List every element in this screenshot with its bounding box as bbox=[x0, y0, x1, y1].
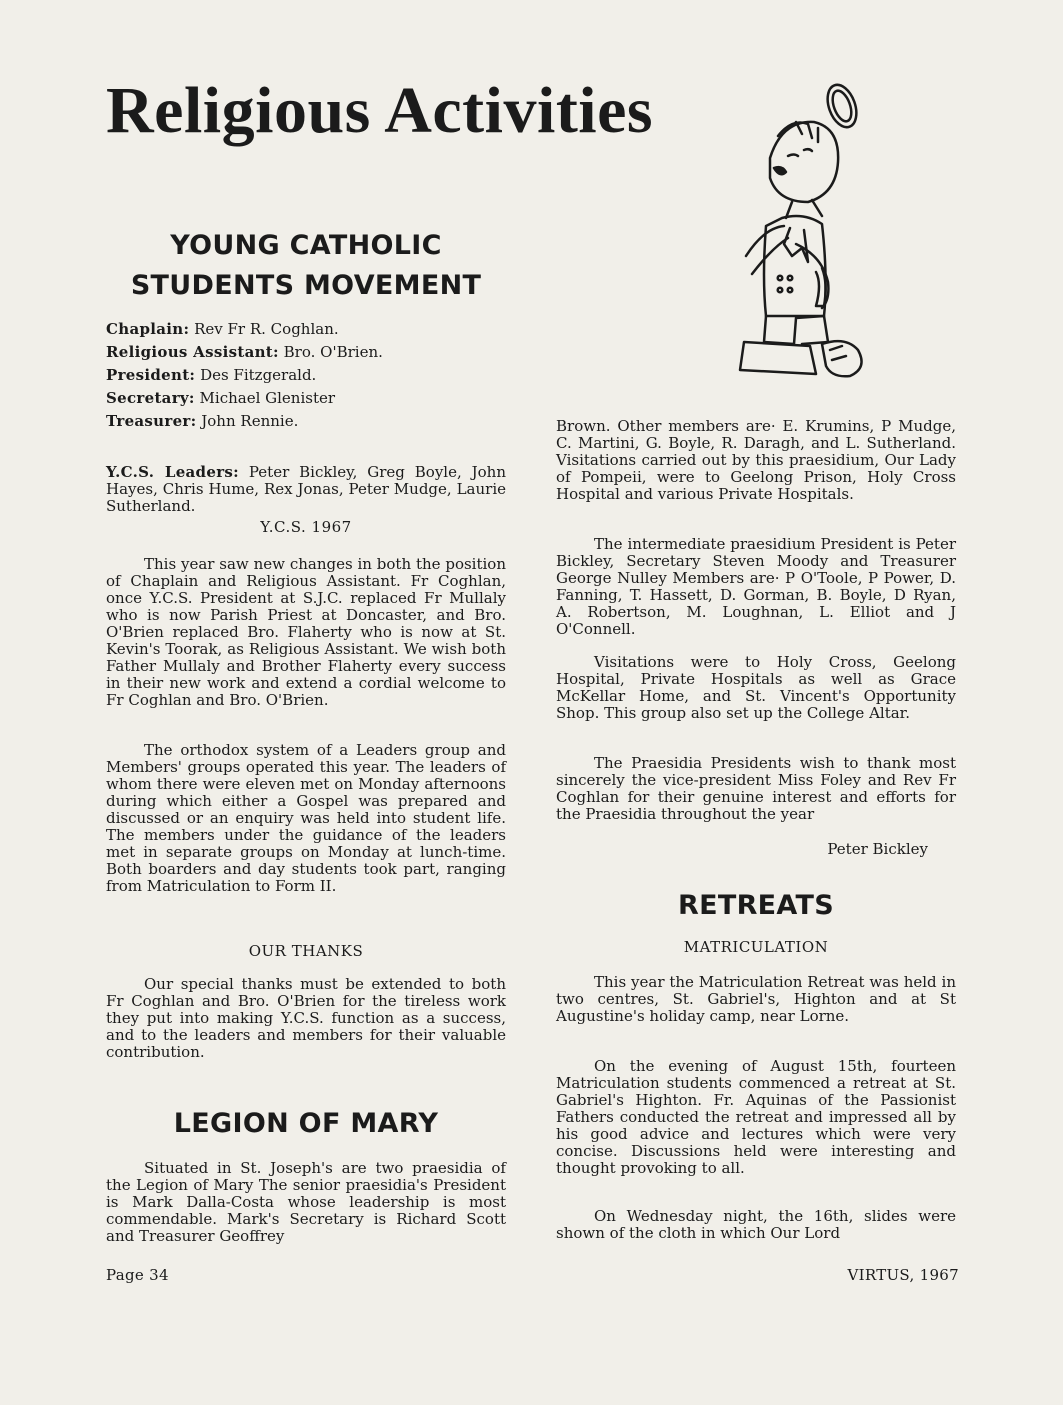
thanks-heading: OUR THANKS bbox=[248, 942, 364, 960]
role-line: Secretary: Michael Glenister bbox=[106, 389, 336, 407]
role-line: Treasurer: John Rennie. bbox=[106, 412, 299, 430]
page-number: Page 34 bbox=[106, 1266, 169, 1284]
ycs-leaders: Y.C.S. Leaders: Peter Bickley, Greg Boyle, John Hayes, Chris Hume, Rex Jonas, Peter Mudge, Laurie Sutherland. bbox=[106, 463, 506, 515]
ycs-subheading: Y.C.S. 1967 bbox=[260, 518, 352, 536]
legion-paragraph: The Praesidia Presidents wish to thank most sincerely the vice-president Miss Foley and Rev Fr Coghlan for their genuine interest and efforts for the Praesidia throughout the year bbox=[556, 754, 956, 823]
legion-paragraph: Situated in St. Joseph's are two praesidia of the Legion of Mary The senior praesidia's President is Mark Dalla-Costa whose leadership is most commendable. Mark's Secretary is Richard Scott and Treasurer Geoffrey bbox=[106, 1159, 506, 1245]
praying-boy-illustration bbox=[712, 78, 882, 388]
role-line: Religious Assistant: Bro. O'Brien. bbox=[106, 343, 383, 361]
retreats-paragraph: On the evening of August 15th, fourteen Matriculation students commenced a retreat at St. Gabriel's Highton. Fr. Aquinas of the Passionist Fathers conducted the retreat and impressed all by his good advice and lectures which were very concise. Discussions held were interesting and thought provoking to all. bbox=[556, 1057, 956, 1177]
ycs-paragraph: This year saw new changes in both the position of Chaplain and Religious Assistant. Fr Coghlan, once Y.C.S. President at S.J.C. replaced Fr Mullaly who is now Parish Priest at Doncaster, and Bro. O'Brien replaced Bro. Flaherty who is now at St. Kevin's Toorak, as Religious Assistant. We wish both Father Mullaly and Brother Flaherty every success in their new work and extend a cordial welcome to Fr Coghlan and Bro. O'Brien. bbox=[106, 555, 506, 709]
legion-paragraph: Visitations were to Holy Cross, Geelong Hospital, Private Hospitals as well as Grace McKellar Home, and St. Vincent's Opportunity Shop. This group also set up the College Altar. bbox=[556, 653, 956, 722]
ycs-roles bbox=[106, 318, 506, 433]
page-title: Religious Activities bbox=[106, 74, 654, 147]
role-line: President: Des Fitzgerald. bbox=[106, 366, 317, 384]
legion-heading: LEGION OF MARY bbox=[173, 1108, 439, 1139]
ycs-paragraph: The orthodox system of a Leaders group and Members' groups operated this year. The leaders of whom there were eleven met on Monday afternoons during which either a Gospel was prepared and discussed or an enquiry was held into student life. The members under the guidance of the leaders met in separate groups on Monday at lunch-time. Both boarders and day students took part, ranging from Matriculation to Form II. bbox=[106, 741, 506, 895]
legion-signature: Peter Bickley bbox=[827, 840, 928, 858]
ycs-heading-line1: YOUNG CATHOLIC bbox=[170, 230, 442, 261]
retreats-paragraph: This year the Matriculation Retreat was held in two centres, St. Gabriel's, Highton and at St Augustine's holiday camp, near Lorne. bbox=[556, 973, 956, 1025]
legion-paragraph-continued: Brown. Other members are· E. Krumins, P Mudge, C. Martini, G. Boyle, R. Daragh, and L. Sutherland. Visitations carried out by this praesidium, Our Lady of Pompeii, were to Geelong Prison, Holy Cross Hospital and various Private Hospitals. bbox=[556, 417, 956, 503]
retreats-subheading: MATRICULATION bbox=[683, 938, 829, 956]
thanks-paragraph: Our special thanks must be extended to both Fr Coghlan and Bro. O'Brien for the tireless work they put into making Y.C.S. function as a success, and to the leaders and members for their valuable contribution. bbox=[106, 975, 506, 1061]
role-line: Chaplain: Rev Fr R. Coghlan. bbox=[106, 320, 339, 338]
retreats-heading: RETREATS bbox=[678, 890, 834, 921]
ycs-heading-line2: STUDENTS MOVEMENT bbox=[130, 270, 482, 301]
retreats-paragraph: On Wednesday night, the 16th, slides were shown of the cloth in which Our Lord bbox=[556, 1207, 956, 1242]
legion-paragraph: The intermediate praesidium President is Peter Bickley, Secretary Steven Moody and Treasurer George Nulley Members are· P O'Toole, P Power, D. Fanning, T. Hassett, D. Gorman, B. Boyle, D Ryan, A. Robertson, M. Loughnan, L. Elliot and J O'Connell. bbox=[556, 535, 956, 638]
publication-footer: VIRTUS, 1967 bbox=[847, 1266, 959, 1284]
